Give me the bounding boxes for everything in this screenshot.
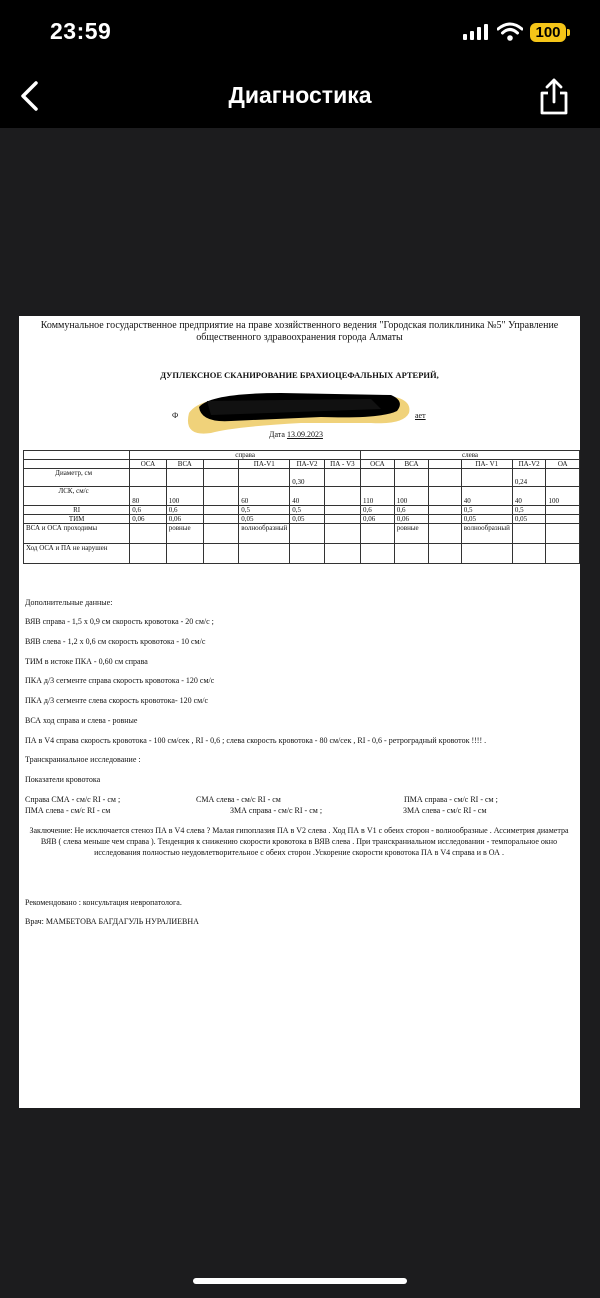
side-right-header: справа	[130, 451, 361, 460]
fio-prefix: Ф	[172, 411, 179, 420]
measurements-table	[23, 450, 580, 564]
flow-sma-left: СМА слева - см/с RI - см	[196, 795, 281, 804]
date-value: 13.09.2023	[286, 430, 323, 439]
row-label: ВСА и ОСА проходимы	[24, 524, 130, 544]
table-cell: 0,5	[290, 506, 325, 515]
text-line: ВЯВ слева - 1,2 х 0,6 см скорость кровотока - 10 см/с	[25, 637, 206, 646]
fio-suffix: ает	[415, 411, 426, 420]
share-icon[interactable]	[534, 76, 574, 116]
column-header: ВСА	[394, 460, 428, 469]
table-cell: 100	[394, 487, 428, 506]
table-row	[24, 544, 580, 564]
table-cell	[324, 524, 360, 544]
text-line: Транскраниальное исследование :	[25, 755, 141, 764]
document-title: ДУПЛЕКСНОЕ СКАНИРОВАНИЕ БРАХИОЦЕФАЛЬНЫХ АРТЕРИЙ,	[160, 370, 439, 380]
table-cell: 0,05	[461, 515, 512, 524]
flow-zma-left: ЗМА слева - см/с RI - см	[403, 806, 487, 815]
table-row	[24, 524, 580, 544]
table-cell: 110	[361, 487, 395, 506]
table-cell	[203, 487, 238, 506]
column-header: ПА- V1	[461, 460, 512, 469]
table-cell	[166, 469, 203, 487]
text-line: ПА в V4 справа скорость кровотока - 100 см/сек , RI - 0,6 ; слева скорость кровотока - 80 см/сек , RI - 0,6 - ретроградный кровоток !!!! .	[25, 736, 487, 745]
table-cell	[324, 487, 360, 506]
table-cell	[429, 544, 462, 564]
table-cell	[429, 515, 462, 524]
table-cell	[429, 524, 462, 544]
table-cell	[361, 524, 395, 544]
navigation-bar	[0, 64, 600, 128]
text-line: Показатели кровотока	[25, 775, 101, 784]
table-cell: 40	[290, 487, 325, 506]
table-cell: 0,06	[394, 515, 428, 524]
table-cell: 0,5	[239, 506, 290, 515]
table-cell	[461, 544, 512, 564]
table-cell	[361, 544, 395, 564]
exam-date	[269, 430, 323, 439]
table-cell	[239, 469, 290, 487]
column-header: ПА - V3	[324, 460, 360, 469]
table-cell	[203, 515, 238, 524]
table-cell	[130, 544, 167, 564]
table-cell: 0,5	[512, 506, 546, 515]
wifi-icon	[497, 22, 523, 42]
table-cell	[546, 544, 580, 564]
battery-cap	[567, 29, 570, 36]
text-line: ПКА д/3 сегменте справа скорость кровотока - 120 см/с	[25, 676, 215, 685]
table-cell: 100	[166, 487, 203, 506]
flow-zma-right: ЗМА справа - см/с RI - см ;	[230, 806, 323, 815]
table-cell: 60	[239, 487, 290, 506]
column-header: ОСА	[130, 460, 167, 469]
table-cell	[546, 515, 580, 524]
table-row	[24, 487, 580, 506]
table-cell	[546, 469, 580, 487]
table-cell: 0,6	[130, 506, 167, 515]
table-cell	[394, 544, 428, 564]
cellular-signal-icon	[463, 24, 489, 40]
table-cell	[203, 506, 238, 515]
table-cell	[203, 524, 238, 544]
table-body	[24, 469, 580, 564]
table-cell: 0,30	[290, 469, 325, 487]
row-label: ТИМ	[24, 515, 130, 524]
row-label: Диаметр, см	[24, 469, 130, 487]
text-line: ВСА ход справа и слева - ровные	[25, 716, 138, 725]
text-line: ВЯВ справа - 1,5 х 0,9 см скорость кровотока - 20 см/с ;	[25, 617, 214, 626]
table-cell: 80	[130, 487, 167, 506]
table-cell	[461, 469, 512, 487]
table-cell: 0,05	[512, 515, 546, 524]
table-cell	[130, 524, 167, 544]
table-cell: 100	[546, 487, 580, 506]
table-cell	[546, 506, 580, 515]
table-row	[24, 506, 580, 515]
table-cell: 40	[461, 487, 512, 506]
table-header-row	[24, 460, 580, 469]
table-side-row	[24, 451, 580, 460]
table-cell	[130, 469, 167, 487]
text-line: ТИМ в истоке ПКА - 0,60 см справа	[25, 657, 148, 666]
side-left-header: слева	[361, 451, 580, 460]
row-label: RI	[24, 506, 130, 515]
page-title: Диагностика	[228, 82, 372, 108]
table-cell	[429, 506, 462, 515]
table-cell	[239, 544, 290, 564]
table-cell	[394, 469, 428, 487]
table-cell: 0,05	[290, 515, 325, 524]
table-cell	[166, 544, 203, 564]
column-header: ПА-V2	[512, 460, 546, 469]
table-cell	[324, 506, 360, 515]
column-header: ВСА	[166, 460, 203, 469]
column-header	[203, 460, 238, 469]
flow-pma-left: ПМА слева - см/с RI - см	[25, 806, 111, 815]
column-header: ОСА	[361, 460, 395, 469]
table-cell: волнообразный	[461, 524, 512, 544]
table-cell: ровные	[166, 524, 203, 544]
table-cell	[203, 544, 238, 564]
document-page	[19, 316, 580, 1108]
table-cell	[324, 515, 360, 524]
status-time: 23:59	[50, 18, 112, 44]
doctor-name: Врач: МАМБЕТОВА БАГДАГУЛЬ НУРАЛИЕВНА	[25, 917, 199, 926]
table-cell: 0,06	[166, 515, 203, 524]
battery-indicator: 100	[530, 23, 566, 42]
table-cell: 0,6	[166, 506, 203, 515]
text-line: Дополнительные данные:	[25, 598, 113, 607]
column-header: ПА-V2	[290, 460, 325, 469]
table-cell	[290, 544, 325, 564]
conclusion-text: Заключение: Не исключается стеноз ПА в V4 слева ? Малая гипоплазия ПА в V2 слева . Ход ПА в V1 с обеих сторон - волнообразные . Ассиметрия диаметра ВЯВ ( слева меньше чем справа ). Тенденция к снижению скорости кровотока в ВЯВ слева . При транскраниальном исследовании - темпоральное окно исследования полностью неудовлетворительное с обеих сторон .Ускорение скорости кровотока ПА в V4 справа и в ОА .	[29, 826, 569, 857]
table-cell: 0,6	[361, 506, 395, 515]
table-cell: 0,06	[130, 515, 167, 524]
table-cell	[324, 544, 360, 564]
row-label: Ход ОСА и ПА не нарушен	[24, 544, 130, 564]
organization-name: Коммунальное государственное предприятие на праве хозяйственного ведения "Городская поликлиника №5" Управление общественного здравоохранения города Алматы	[40, 320, 559, 343]
date-label: Дата	[269, 430, 285, 439]
table-cell: 0,24	[512, 469, 546, 487]
home-indicator[interactable]	[193, 1278, 407, 1284]
table-cell: волнообразный	[239, 524, 290, 544]
column-header: ОА	[546, 460, 580, 469]
row-label: ЛСК, см/с	[24, 487, 130, 506]
table-cell: 0,06	[361, 515, 395, 524]
text-line: ПКА д/3 сегменте слева скорость кровотока- 120 см/с	[25, 696, 209, 705]
recommendation-text: Рекомендовано : консультация невропатолога.	[25, 898, 182, 907]
column-header	[429, 460, 462, 469]
table-row	[24, 469, 580, 487]
table-cell	[429, 469, 462, 487]
table-cell: 0,05	[239, 515, 290, 524]
column-header: ПА-V1	[239, 460, 290, 469]
table-cell	[512, 524, 546, 544]
table-cell	[429, 487, 462, 506]
table-cell	[290, 524, 325, 544]
table-cell: 40	[512, 487, 546, 506]
table-cell	[546, 524, 580, 544]
status-bar	[0, 0, 600, 64]
table-cell	[324, 469, 360, 487]
table-cell	[512, 544, 546, 564]
table-cell: 0,6	[394, 506, 428, 515]
flow-pma-right: ПМА справа - см/с RI - см ;	[404, 795, 498, 804]
flow-sma-right: Справа СМА - см/с RI - см ;	[25, 795, 121, 804]
table-cell	[203, 469, 238, 487]
table-row	[24, 515, 580, 524]
table-cell: 0,5	[461, 506, 512, 515]
table-cell: ровные	[394, 524, 428, 544]
table-cell	[361, 469, 395, 487]
